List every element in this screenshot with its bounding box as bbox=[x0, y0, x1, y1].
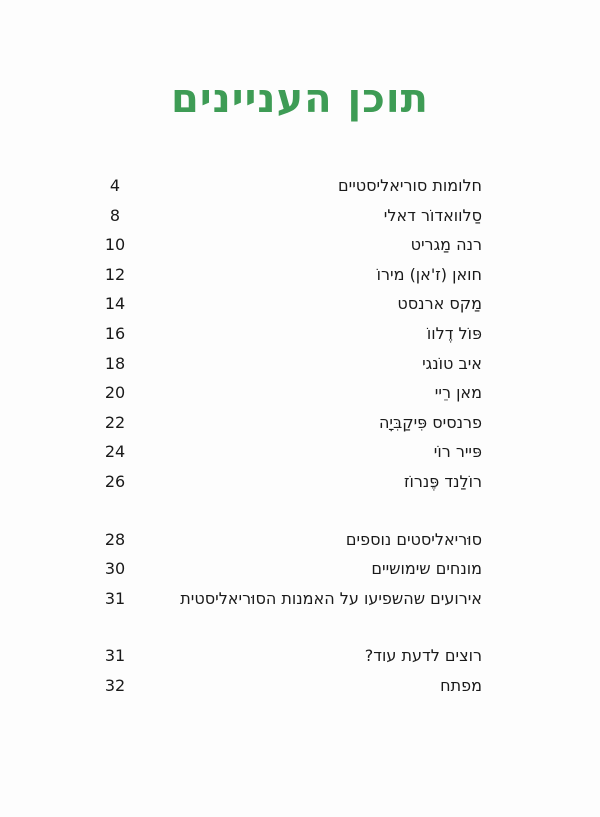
toc-entry bbox=[100, 350, 482, 378]
toc-entry-title: חואן (ז'אן) מירוֹ bbox=[376, 265, 482, 284]
toc-entry-title: מפתח bbox=[440, 676, 482, 695]
toc-entry bbox=[100, 642, 482, 670]
toc-entry-page-number: 16 bbox=[104, 324, 126, 343]
toc-entry bbox=[100, 468, 482, 496]
toc-entry-title: פרנסיס פִּיקַבִּיָה bbox=[378, 413, 482, 432]
toc-entry bbox=[100, 526, 482, 554]
toc-entry-title: פּוֹל דֶלווֹ bbox=[426, 324, 482, 343]
toc-entry-title: אירועים שהשפיעו על האמנות הסוּריאליסטית bbox=[180, 589, 482, 608]
page-title: תוכן העניינים bbox=[171, 76, 429, 122]
toc-entry-page-number: 31 bbox=[104, 646, 126, 665]
toc-entry bbox=[100, 672, 482, 700]
toc-entry-title: מונחים שימושיים bbox=[371, 559, 482, 578]
toc-entry bbox=[100, 585, 482, 613]
toc-entry-title: רוצים לדעת עוד? bbox=[364, 646, 482, 665]
toc-entry bbox=[100, 438, 482, 466]
toc-entry-page-number: 26 bbox=[104, 472, 126, 491]
toc-entry bbox=[100, 290, 482, 318]
toc-entry bbox=[100, 320, 482, 348]
toc-entry-title: איב טוֹנגי bbox=[422, 354, 482, 373]
toc-entry bbox=[100, 409, 482, 437]
toc-entry-page-number: 20 bbox=[104, 383, 126, 402]
toc-entry bbox=[100, 172, 482, 200]
toc-entry-page-number: 30 bbox=[104, 559, 126, 578]
toc-entry bbox=[100, 555, 482, 583]
toc-entry-page-number: 4 bbox=[109, 176, 121, 195]
toc-entry-title: מאן רֵיי bbox=[434, 383, 482, 402]
toc-entry bbox=[100, 379, 482, 407]
toc-entry-title: חלומות סוריאליסטיים bbox=[338, 176, 482, 195]
toc-entry-page-number: 8 bbox=[109, 206, 121, 225]
toc-entry-title: מַקס ארנסט bbox=[397, 294, 482, 313]
toc-entry-page-number: 32 bbox=[104, 676, 126, 695]
toc-entry-page-number: 24 bbox=[104, 442, 126, 461]
toc-entry-title: סוּריאליסטים נוספים bbox=[345, 530, 482, 549]
toc-entry bbox=[100, 261, 482, 289]
toc-entry-title: פּייר רוֹי bbox=[433, 442, 482, 461]
toc-entry-page-number: 14 bbox=[104, 294, 126, 313]
toc-entry-page-number: 28 bbox=[104, 530, 126, 549]
toc-entry-title: סַלוואדוֹר דאלי bbox=[383, 206, 482, 225]
toc-entry bbox=[100, 202, 482, 230]
toc-entry bbox=[100, 231, 482, 259]
toc-entry-page-number: 18 bbox=[104, 354, 126, 373]
toc-entry-page-number: 12 bbox=[104, 265, 126, 284]
toc-entry-title: רנה מַגריט bbox=[410, 235, 482, 254]
toc-entry-page-number: 31 bbox=[104, 589, 126, 608]
toc-entry-page-number: 10 bbox=[104, 235, 126, 254]
toc-entry-page-number: 22 bbox=[104, 413, 126, 432]
toc-entry-title: רוֹלַנד פֶּנרוֹז bbox=[403, 472, 482, 491]
